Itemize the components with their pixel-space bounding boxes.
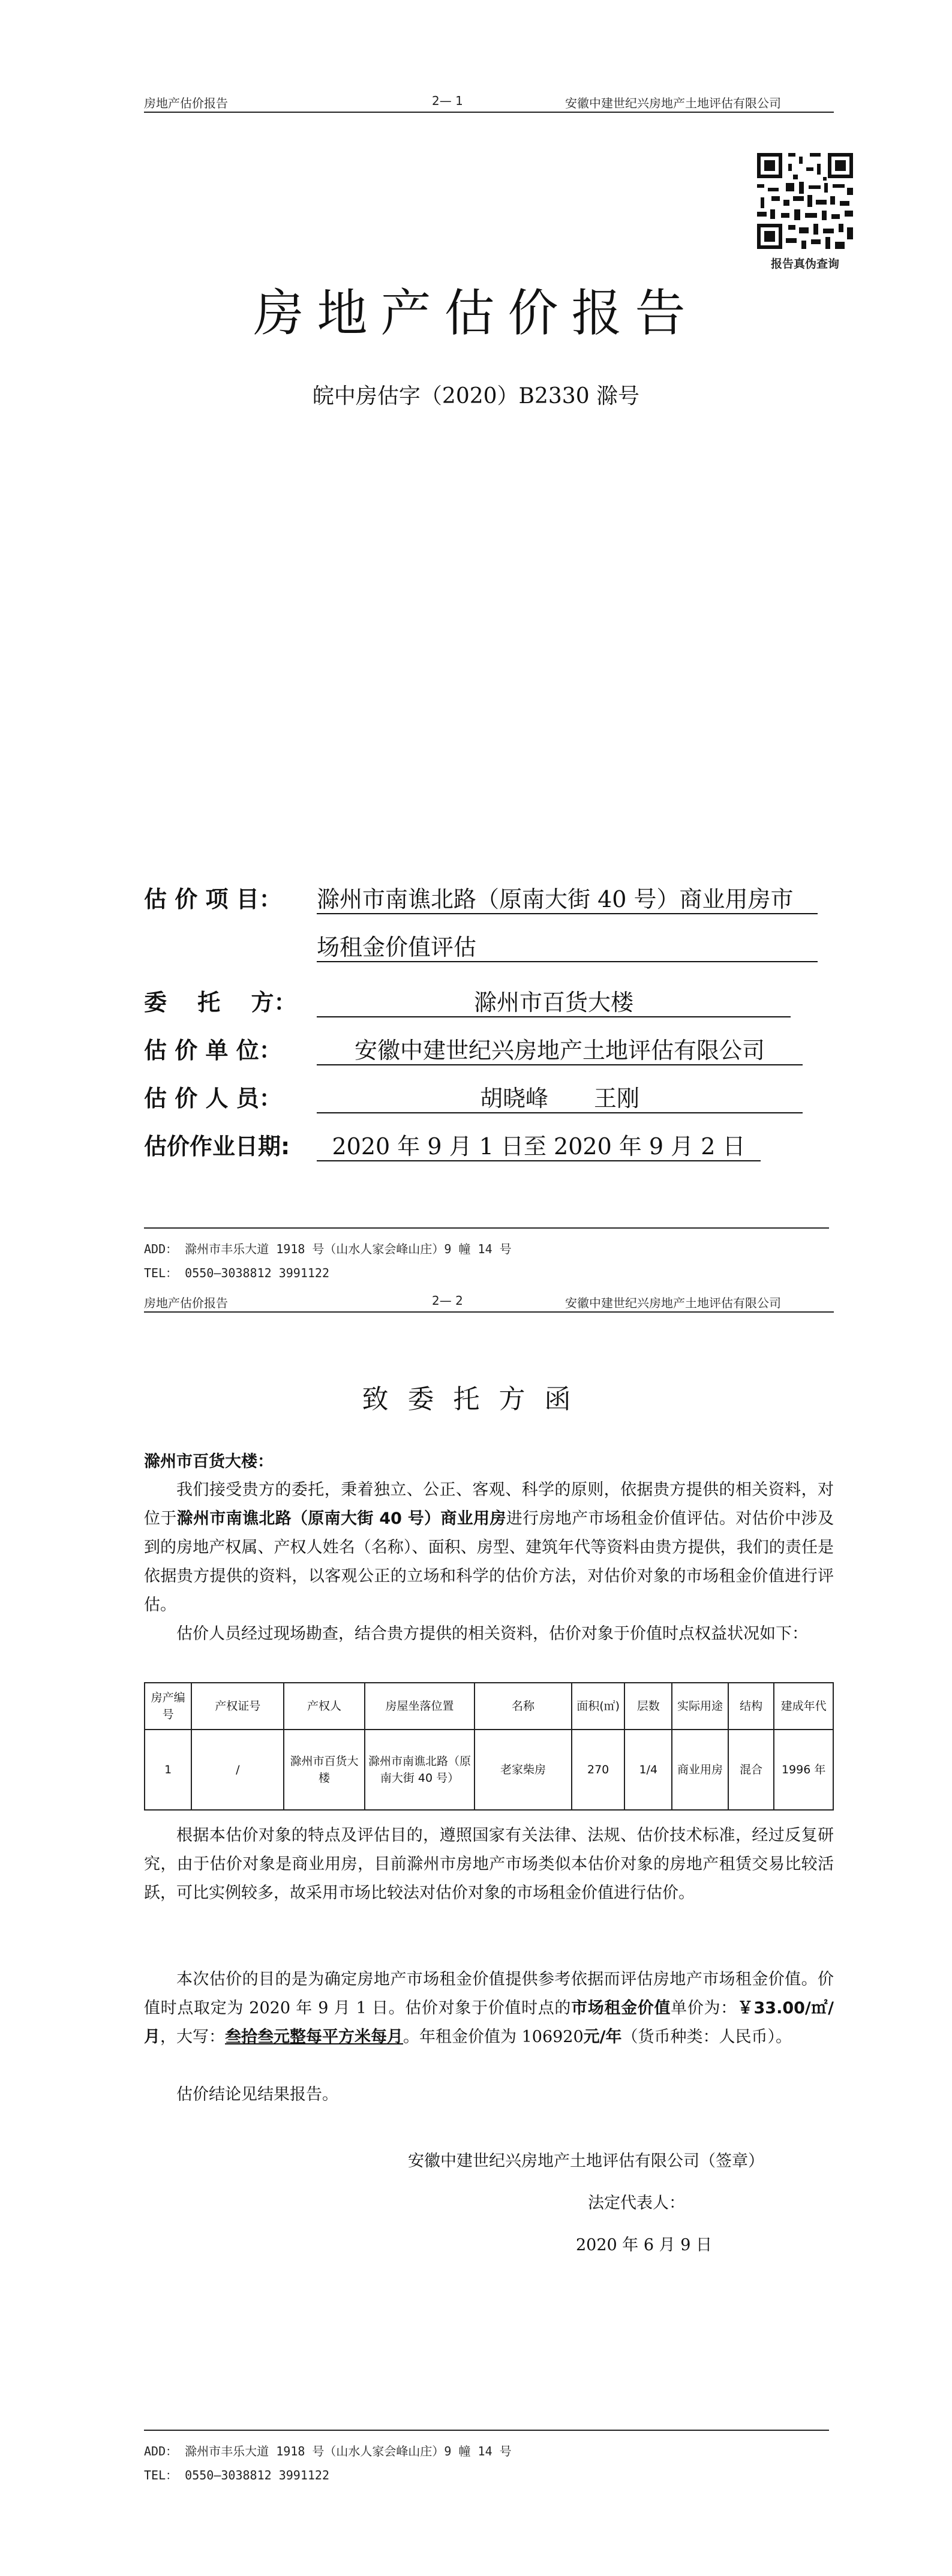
header-page-number: 2— 1 [432, 94, 463, 108]
footer-address: ADD： 滁州市丰乐大道 1918 号（山水人家会峰山庄）9 幢 14 号 [144, 1242, 512, 1256]
appraiser-org-label: 估 价 单 位： [144, 1037, 282, 1064]
table-cell: / [191, 1730, 284, 1810]
table-header-cell: 名称 [475, 1683, 572, 1730]
qr-caption: 报告真伪查询 [770, 257, 839, 271]
client-underline [317, 1016, 791, 1017]
footer-tel: TEL： 0550—3038812 3991122 [144, 1266, 329, 1280]
paragraph-5: 估价结论见结果报告。 [176, 2085, 338, 2104]
signature-date: 2020 年 6 月 9 日 [576, 2236, 712, 2254]
market-rent-label: 市场租金价值 [571, 1999, 671, 2017]
qr-finder-tl [757, 153, 782, 178]
letter-title: 致委托方函 [362, 1384, 590, 1415]
paragraph-1-text-a: 我们接受贵方的委托，秉着独立、公正、客观、科学的原则，依据贵方提供的相关资料，对位于 [144, 1481, 834, 1528]
project-underline-1 [317, 913, 818, 914]
table-header-row [145, 1683, 833, 1730]
project-value-line2: 场租金价值评估 [317, 934, 477, 960]
unit-price-value: ￥33.00/㎡/月 [144, 1999, 834, 2046]
appraisers-value: 胡晓峰 王刚 [479, 1085, 639, 1112]
signature-representative: 法定代表人： [588, 2194, 685, 2212]
report-number: 皖中房估字（2020）B2330 滁号 [312, 384, 640, 409]
annual-rent-unit: 元/年 [583, 2028, 622, 2046]
footer-address: ADD： 滁州市丰乐大道 1918 号（山水人家会峰山庄）9 幢 14 号 [144, 2444, 512, 2458]
table-cell: 商业用房 [672, 1730, 728, 1810]
qr-code-icon[interactable] [757, 153, 853, 249]
table-cell: 滁州市南谯北路（原南大街 40 号） [365, 1730, 475, 1810]
paragraph-1 [144, 1476, 834, 1620]
report-title: 房地产估价报告 [253, 284, 699, 343]
table-header-cell: 面积(㎡) [572, 1683, 625, 1730]
header-rule [144, 112, 834, 113]
qr-finder-tr [828, 153, 853, 178]
project-label: 估 价 项 目： [144, 886, 282, 912]
table-header-cell: 房产编号 [145, 1683, 191, 1730]
header-company: 安徽中建世纪兴房地产土地评估有限公司 [565, 1296, 781, 1310]
paragraph-4-text-c: 单价为： [671, 1999, 737, 2017]
date-underline [317, 1160, 761, 1161]
footer-rule [144, 1227, 829, 1229]
paragraph-3: 根据本估价对象的特点及评估目的，遵照国家有关法律、法规、估价技术标准，经过反复研究，由于估价对象是商业用房，目前滁州市房地产市场类似本估价对象的房地产租赁交易比较活跃，可比实例较多，故采用市场比较法对估价对象的市场租金价值进行估价。 [144, 1826, 834, 1902]
table-header-cell: 层数 [624, 1683, 672, 1730]
table-cell: 滁州市百货大楼 [284, 1730, 365, 1810]
paragraph-4-text-e: ，大写： [160, 2028, 225, 2046]
table-cell: 1 [145, 1730, 191, 1810]
table-header-cell: 产权人 [284, 1683, 365, 1730]
appraisers-label: 估 价 人 员： [144, 1085, 282, 1112]
salutation: 滁州市百货大楼： [144, 1452, 274, 1471]
client-value: 滁州市百货大楼 [473, 989, 633, 1016]
date-value: 2020 年 9 月 1 日至 2020 年 9 月 2 日 [332, 1133, 746, 1160]
unit-price-capital: 叁拾叁元整每平方米每月 [225, 2028, 403, 2046]
client-label: 委 托 方： [144, 989, 297, 1016]
table-header-cell: 房屋坐落位置 [365, 1683, 475, 1730]
header-company: 安徽中建世纪兴房地产土地评估有限公司 [565, 96, 781, 110]
paragraph-1-text-c: 进行房地产市场租金价值评估。对估价中涉及到的房地产权属、产权人姓名（名称）、面积、房型、建筑年代等资料由贵方提供，我们的责任是依据贵方提供的资料，以客观公正的立场和科学的估价方法，对估价对象的市场租金价值进行评估。 [144, 1509, 834, 1614]
property-address-emphasis: 滁州市南谯北路（原南大街 40 号）商业用房 [176, 1509, 506, 1528]
appraisers-underline [317, 1112, 803, 1113]
footer-tel: TEL： 0550—3038812 3991122 [144, 2468, 329, 2482]
project-value-line1: 滁州市南谯北路（原南大街 40 号）商业用房市 [317, 886, 794, 912]
footer-rule [144, 2430, 829, 2431]
table-cell: 混合 [728, 1730, 774, 1810]
paragraph-4-text-i: （货币种类：人民币）。 [621, 2028, 792, 2046]
table-cell: 老家柴房 [475, 1730, 572, 1810]
table-header-cell: 实际用途 [672, 1683, 728, 1730]
header-rule [144, 1311, 834, 1313]
property-table [144, 1682, 834, 1811]
paragraph-4-text-a: 本次估价的目的是为确定房地产市场租金价值提供参考依据而评估房地产市场租金价值。价值时点取定为 2020 年 9 月 1 日。估价对象于价值时点的 [144, 1970, 834, 2017]
signature-company: 安徽中建世纪兴房地产土地评估有限公司（签章） [408, 2152, 764, 2170]
project-underline-2 [317, 961, 818, 962]
paragraph-2: 估价人员经过现场勘查，结合贵方提供的相关资料，估价对象于价值时点权益状况如下： [176, 1625, 808, 1643]
paragraph-4-text-g: 。年租金价值为 106920 [403, 2028, 584, 2046]
table-cell: 270 [572, 1730, 625, 1810]
table-cell: 1/4 [624, 1730, 672, 1810]
appraiser-org-value: 安徽中建世纪兴房地产土地评估有限公司 [354, 1037, 765, 1064]
table-row [145, 1730, 833, 1810]
date-label: 估价作业日期: [144, 1133, 290, 1160]
table-cell: 1996 年 [774, 1730, 833, 1810]
appraiser-org-underline [317, 1064, 803, 1065]
paragraph-4 [144, 1965, 834, 2052]
header-left: 房地产估价报告 [144, 1296, 228, 1310]
qr-finder-bl [757, 224, 782, 249]
header-left: 房地产估价报告 [144, 96, 228, 110]
table-header-cell: 产权证号 [191, 1683, 284, 1730]
table-header-cell: 结构 [728, 1683, 774, 1730]
table-header-cell: 建成年代 [774, 1683, 833, 1730]
header-page-number: 2— 2 [432, 1293, 463, 1308]
